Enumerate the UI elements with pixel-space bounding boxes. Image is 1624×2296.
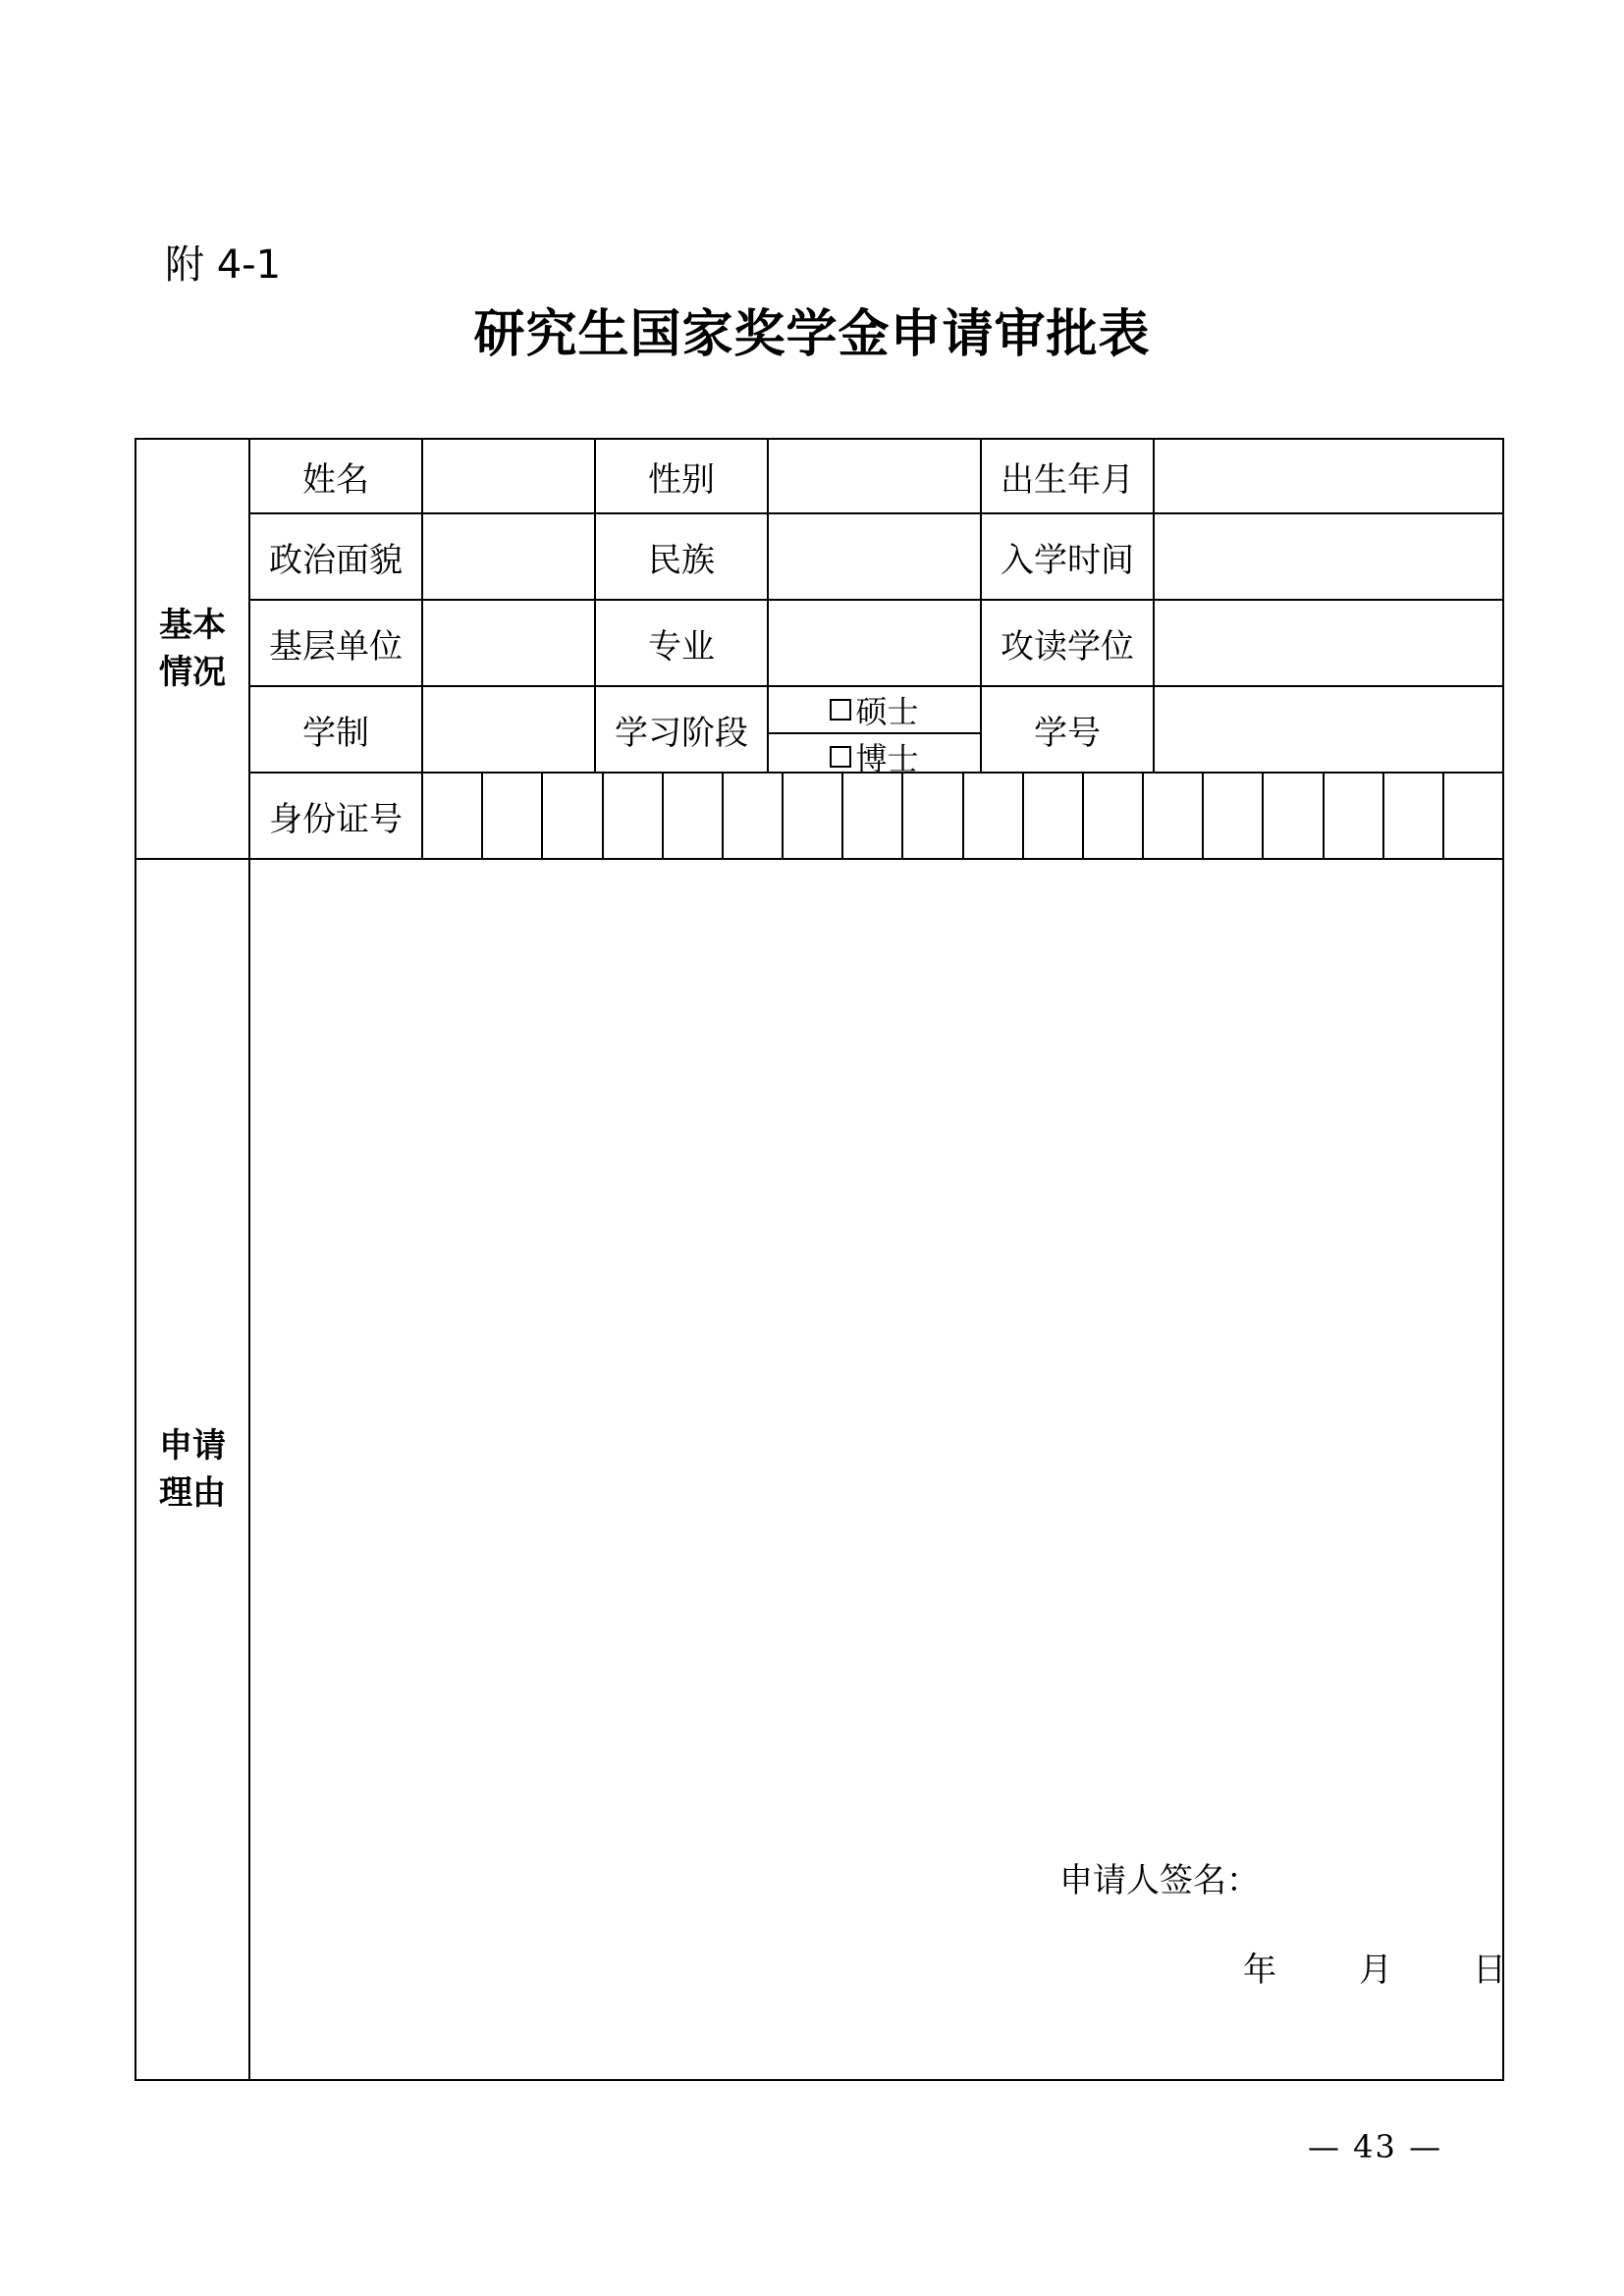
id-digit-box[interactable] [841,774,901,858]
id-number-label: 身份证号 [249,773,422,859]
id-digit-box[interactable] [1442,774,1502,858]
attachment-label: 附 4-1 [165,242,282,288]
id-digit-box[interactable] [1262,774,1322,858]
id-digit-box[interactable] [541,774,601,858]
id-digit-grid [423,774,1502,858]
unit-field[interactable] [422,600,595,686]
student-id-label: 学号 [981,686,1154,773]
reason-text-area[interactable] [249,859,1506,2080]
name-label: 姓名 [249,439,422,513]
master-checkbox[interactable] [830,699,851,721]
applicant-signature-label: 申请人签名： [1059,1861,1260,1900]
id-digit-box[interactable] [1323,774,1382,858]
section-basic-info: 基本 情况 [135,439,249,859]
student-id-field[interactable] [1154,686,1503,773]
stage-master-option[interactable] [769,687,980,734]
form-title: 研究生国家奖学金申请审批表 [473,304,1151,364]
ethnicity-field[interactable] [768,513,981,600]
doctor-checkbox[interactable] [830,746,851,768]
id-number-boxes [422,773,1503,859]
id-digit-box[interactable] [423,774,481,858]
section-reason: 申请 理由 [135,859,249,2080]
birth-field[interactable] [1154,439,1503,513]
ethnicity-label: 民族 [595,513,768,600]
page-number: — 43 — [1308,2128,1443,2165]
study-stage-label: 学习阶段 [595,686,768,773]
gender-label: 性别 [595,439,768,513]
unit-label: 基层单位 [249,600,422,686]
id-digit-box[interactable] [1022,774,1082,858]
doctor-label: 博士 [855,740,919,777]
id-digit-box[interactable] [1202,774,1262,858]
political-status-field[interactable] [422,513,595,600]
program-length-label: 学制 [249,686,422,773]
degree-field[interactable] [1154,600,1503,686]
birth-label: 出生年月 [981,439,1154,513]
id-digit-box[interactable] [602,774,662,858]
gender-field[interactable] [768,439,981,513]
name-field[interactable] [422,439,595,513]
row-reason [135,859,1503,2080]
degree-label: 攻读学位 [981,600,1154,686]
id-digit-box[interactable] [962,774,1022,858]
row-name [135,439,1503,513]
id-digit-box[interactable] [662,774,722,858]
month-label: 月 [1359,1950,1392,1990]
id-digit-box[interactable] [722,774,782,858]
id-digit-box[interactable] [1382,774,1442,858]
id-digit-box[interactable] [782,774,841,858]
id-digit-box[interactable] [1082,774,1142,858]
id-digit-box[interactable] [481,774,541,858]
row-program [135,686,1503,773]
id-digit-box[interactable] [1142,774,1202,858]
day-label: 日 [1473,1950,1506,1990]
study-stage-options [768,686,981,777]
row-id-number [135,773,1503,859]
row-political [135,513,1503,600]
row-unit [135,600,1503,686]
major-field[interactable] [768,600,981,686]
year-label: 年 [1243,1950,1276,1990]
program-length-field[interactable] [422,686,595,773]
application-form-table [135,438,1504,2081]
enrollment-time-field[interactable] [1154,513,1503,600]
id-digit-box[interactable] [901,774,961,858]
enrollment-time-label: 入学时间 [981,513,1154,600]
master-label: 硕士 [855,693,919,730]
political-status-label: 政治面貌 [249,513,422,600]
major-label: 专业 [595,600,768,686]
